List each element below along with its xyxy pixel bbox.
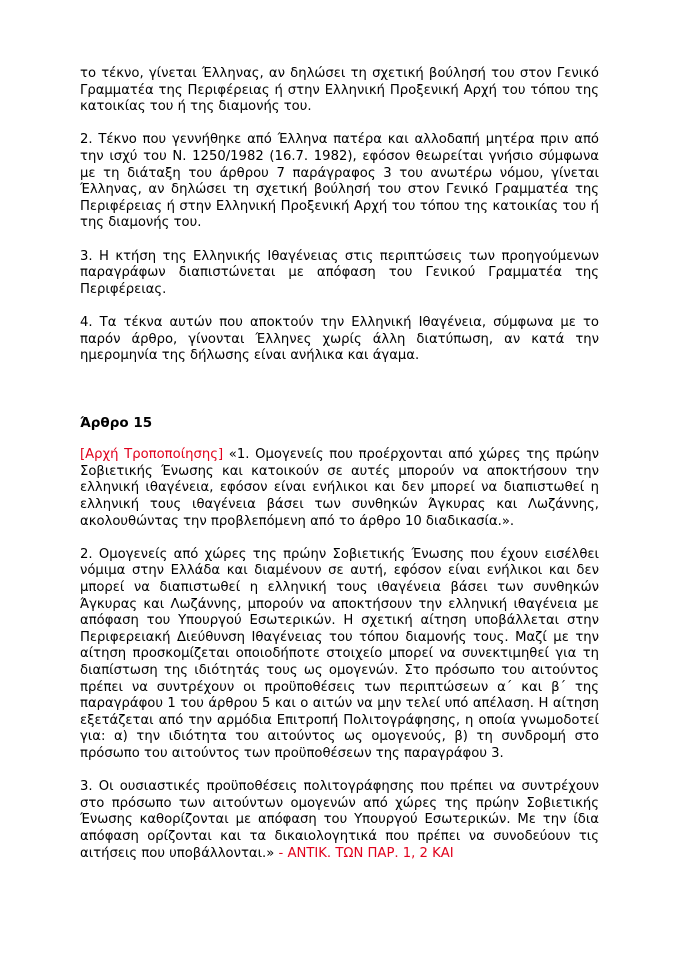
- amendment-start-marker: [Αρχή Τροποποίησης]: [80, 447, 224, 463]
- article-paragraph-1: [80, 447, 599, 530]
- document-page: [80, 66, 599, 879]
- paragraph-text: 3. Οι ουσιαστικές προϋποθέσεις πολιτογράφησης που πρέπει να συντρέχουν στο πρόσωπο των αιτούντων ομογενών από χώρες της πρώην Σοβιετικής Ένωσης καθορίζονται με απόφαση του Υπουργού Εσωτερικών. Με την ίδια απόφαση ορίζονται και τα δικαιολογητικά που πρέπει να συνοδεύουν τις αιτήσεις που υποβάλλονται.»: [80, 779, 599, 861]
- paragraph: 3. Η κτήση της Ελληνικής Ιθαγένειας στις περιπτώσεις των προηγούμενων παραγράφων διαπιστώνεται με απόφαση του Γενικού Γραμματέα της Περιφέρειας.: [80, 248, 599, 297]
- paragraph-text: «1. Ομογενείς που προέρχονται από χώρες της πρώην Σοβιετικής Ένωσης και κατοικούν σε αυτές μπορούν να αποκτήσουν την ελληνική ιθαγένεια, εφόσον είναι ενήλικοι και δεν μπορεί να διαπιστωθεί η ελληνική τους ιθαγένεια βάσει των συνθηκών Άγκυρας και Λωζάννης, ακολουθώντας την προβλεπόμενη από το άρθρο 10 διαδικασία.».: [80, 447, 599, 529]
- paragraph: το τέκνο, γίνεται Έλληνας, αν δηλώσει τη σχετική βούλησή του στον Γενικό Γραμματέα της Περιφέρειας ή στην Ελληνική Προξενική Αρχή του τόπου της κατοικίας του ή της διαμονής του.: [80, 66, 599, 115]
- article-heading: Άρθρο 15: [80, 414, 153, 431]
- paragraph: 4. Τα τέκνα αυτών που αποκτούν την Ελληνική Ιθαγένεια, σύμφωνα με το παρόν άρθρο, γίνονται Έλληνες χωρίς άλλη διατύπωση, αν κατά την ημερομηνία της δήλωσης είναι ανήλικα και άγαμα.: [80, 314, 599, 364]
- article-paragraph-2: 2. Ομογενείς από χώρες της πρώην Σοβιετικής Ένωσης που έχουν εισέλθει νόμιμα στην Ελλάδα και διαμένουν σε αυτή, εφόσον είναι ενήλικοι και δεν μπορεί να διαπιστωθεί η ελληνική τους ιθαγένεια βάσει των συνθηκών Άγκυρας και Λωζάννης, μπορούν να αποκτήσουν την ελληνική ιθαγένεια με απόφαση του Υπουργού Εσωτερικών. Η σχετική αίτηση υποβάλλεται στην Περιφερειακή Διεύθυνση Ιθαγένειας του τόπου διαμονής τους. Μαζί με την αίτηση προσκομίζεται οποιοδήποτε στοιχείο μπορεί να συνεκτιμηθεί για τη διαπίστωση της ιδιότητάς τους ως ομογενών. Στο πρόσωπο του αιτούντος πρέπει να συντρέχουν οι προϋποθέσεις των περιπτώσεων α΄ και β΄ της παραγράφου 1 του άρθρου 5 και ο αιτών να μην τελεί υπό απέλαση. Η αίτηση εξετάζεται από την αρμόδια Επιτροπή Πολιτογράφησης, η οποία γνωμοδοτεί για: α) την ιδιότητα του αιτούντος ως ομογενούς, β) τη συνδρομή στο πρόσωπο του αιτούντος των προϋποθέσεων της παραγράφου 3.: [80, 546, 599, 761]
- paragraph: 2. Τέκνο που γεννήθηκε από Έλληνα πατέρα και αλλοδαπή μητέρα πριν από την ισχύ του Ν. 1250/1982 (16.7. 1982), εφόσον θεωρείται γνήσιο σύμφωνα με τη διάταξη του άρθρου 7 παράγραφος 3 του ανωτέρω νόμου, γίνεται Έλληνας, αν δηλώσει τη σχετική βούλησή του στον Γενικό Γραμματέα της Περιφέρειας ή στην Ελληνική Προξενική Αρχή του τόπου της κατοικίας του ή της διαμονής του.: [80, 132, 599, 231]
- article-paragraph-3: [80, 779, 599, 862]
- amendment-reference-marker: - ΑΝΤΙΚ. ΤΩΝ ΠΑΡ. 1, 2 ΚΑΙ: [274, 845, 454, 861]
